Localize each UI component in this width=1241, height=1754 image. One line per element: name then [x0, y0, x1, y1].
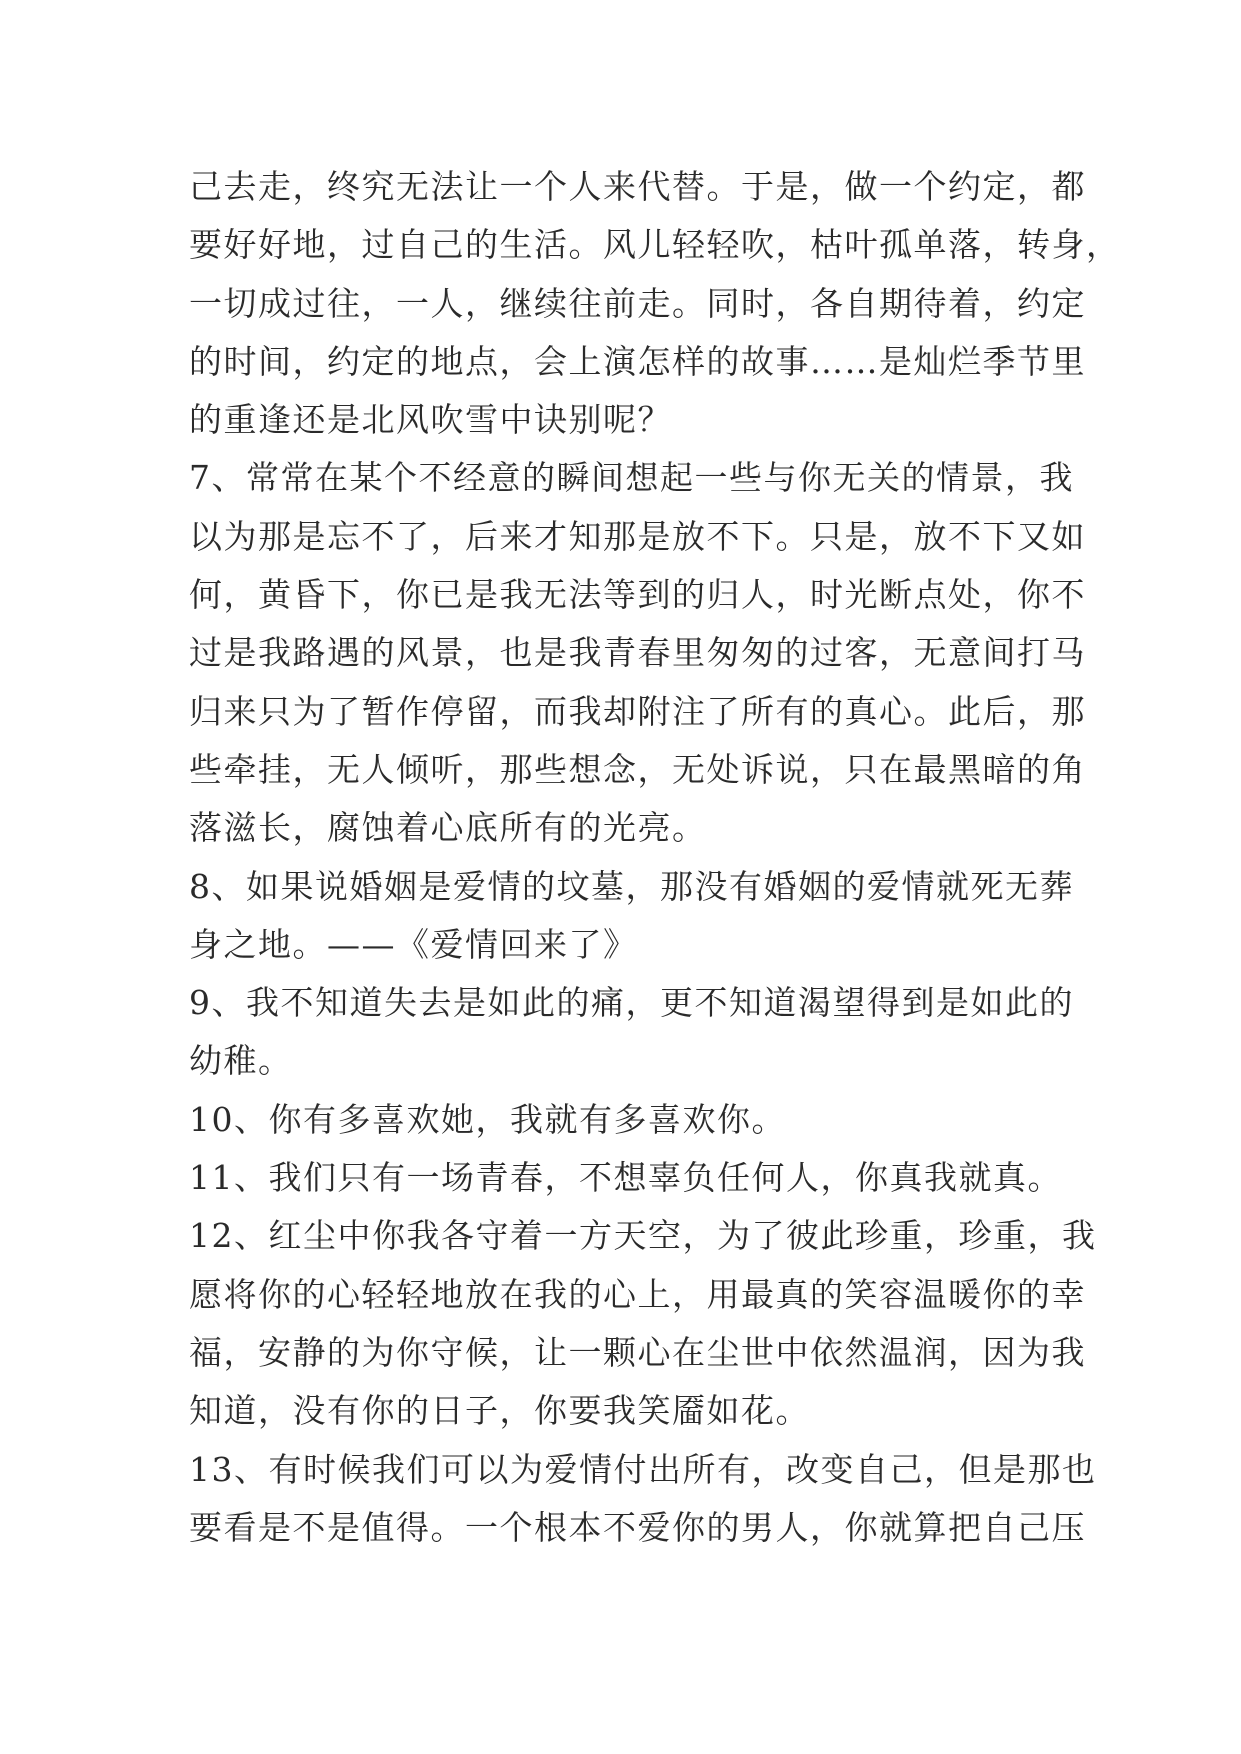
text-line: 幼稚。: [189, 1041, 293, 1081]
text-line: 何，黄昏下，你已是我无法等到的归人，时光断点处，你不: [189, 575, 1086, 615]
text-line: 一切成过往，一人，继续往前走。同时，各自期待着，约定: [189, 283, 1086, 323]
text-line: 12、红尘中你我各守着一方天空，为了彼此珍重，珍重，我: [189, 1216, 1097, 1256]
text-line: 己去走，终究无法让一个人来代替。于是，做一个约定，都: [189, 167, 1086, 206]
text-line: 身之地。——《爱情回来了》: [189, 924, 638, 964]
text-line: 要好好地，过自己的生活。风儿轻轻吹，枯叶孤单落，转身，: [189, 225, 1121, 265]
text-line: 的时间，约定的地点，会上演怎样的故事……是灿烂季节里: [189, 341, 1086, 381]
text-line: 以为那是忘不了，后来才知那是放不下。只是，放不下又如: [189, 516, 1086, 556]
text-line: 过是我路遇的风景，也是我青春里匆匆的过客，无意间打马: [189, 633, 1086, 673]
text-line: 要看是不是值得。一个根本不爱你的男人，你就算把自己压: [189, 1507, 1086, 1547]
body-text: [189, 158, 1121, 1557]
text-line: 7、常常在某个不经意的瞬间想起一些与你无关的情景，我: [189, 458, 1074, 498]
text-line: 的重逢还是北风吹雪中诀别呢？: [189, 400, 672, 440]
text-line: 8、如果说婚姻是爱情的坟墓，那没有婚姻的爱情就死无葬: [189, 866, 1074, 906]
text-line: 归来只为了暂作停留，而我却附注了所有的真心。此后，那: [189, 691, 1086, 731]
text-line: 愿将你的心轻轻地放在我的心上，用最真的笑容温暖你的幸: [189, 1274, 1086, 1314]
text-line: 9、我不知道失去是如此的痛，更不知道渴望得到是如此的: [189, 983, 1074, 1023]
text-line: 些牵挂，无人倾听，那些想念，无处诉说，只在最黑暗的角: [189, 749, 1086, 789]
text-line: 10、你有多喜欢她，我就有多喜欢你。: [189, 1099, 786, 1139]
text-line: 13、有时候我们可以为爱情付出所有，改变自己，但是那也: [189, 1449, 1097, 1489]
text-line: 知道，没有你的日子，你要我笑靥如花。: [189, 1391, 810, 1431]
text-line: 11、我们只有一场青春，不想辜负任何人，你真我就真。: [189, 1158, 1062, 1198]
text-line: 落滋长，腐蚀着心底所有的光亮。: [189, 808, 707, 848]
text-line: 福，安静的为你守候，让一颗心在尘世中依然温润，因为我: [189, 1332, 1086, 1372]
